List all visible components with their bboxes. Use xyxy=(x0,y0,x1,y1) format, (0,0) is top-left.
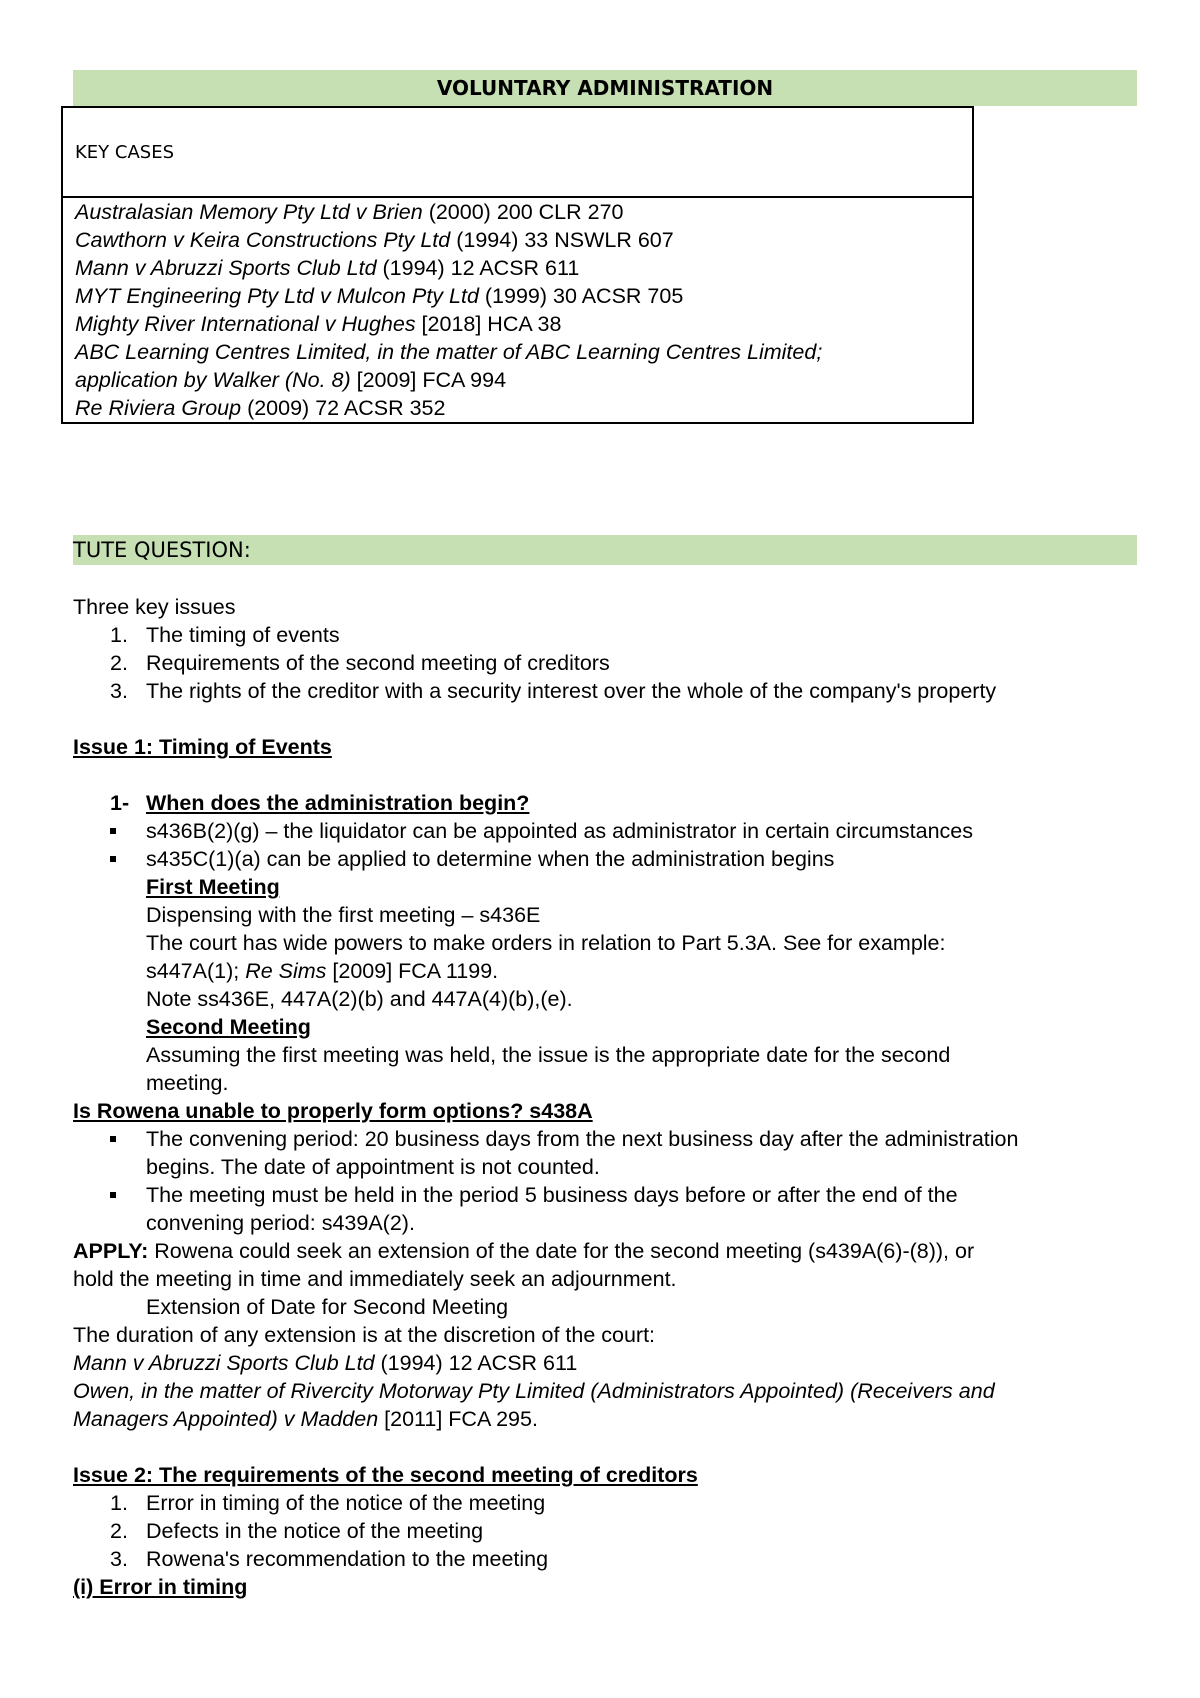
second-meeting-heading: Second Meeting xyxy=(146,1015,311,1039)
error-in-timing-heading: (i) Error in timing xyxy=(73,1575,248,1599)
list-item: 3. Rowena's recommendation to the meeting xyxy=(110,1547,549,1571)
issue1-question xyxy=(73,789,1137,817)
paragraph-line: Dispensing with the first meeting – s436E xyxy=(146,903,541,927)
first-meeting-heading: First Meeting xyxy=(146,875,280,899)
page-title: VOLUNTARY ADMINISTRATION xyxy=(73,70,1137,106)
paragraph-line: The court has wide powers to make orders in relation to Part 5.3A. See for example: xyxy=(146,931,946,955)
extension-heading: Extension of Date for Second Meeting xyxy=(146,1295,509,1319)
tute-question-heading: TUTE QUESTION: xyxy=(73,535,1137,565)
paragraph-line: The duration of any extension is at the discretion of the court: xyxy=(73,1323,656,1347)
issue2-heading: Issue 2: The requirements of the second meeting of creditors xyxy=(73,1463,698,1487)
issue1-bullets xyxy=(73,817,1137,873)
list-item: 2. Defects in the notice of the meeting xyxy=(110,1519,484,1543)
issue2-list xyxy=(73,1489,1137,1573)
paragraph-line: Assuming the first meeting was held, the issue is the appropriate date for the second xyxy=(146,1043,951,1067)
case-item: Mighty River International v Hughes [2018] HCA 38 xyxy=(75,312,562,336)
case-item: Mann v Abruzzi Sports Club Ltd (1994) 12 ACSR 611 xyxy=(75,256,580,280)
key-cases-heading: KEY CASES xyxy=(63,108,972,198)
paragraph-line: Note ss436E, 447A(2)(b) and 447A(4)(b),(e). xyxy=(146,987,573,1011)
rowena-question-heading: Is Rowena unable to properly form options? s438A xyxy=(73,1099,593,1123)
list-item: 1- When does the administration begin? xyxy=(110,791,530,815)
document-page xyxy=(73,70,1137,1601)
issue1-heading: Issue 1: Timing of Events xyxy=(73,735,332,759)
list-item: 1. Error in timing of the notice of the meeting xyxy=(110,1491,546,1515)
paragraph-line: hold the meeting in time and immediately seek an adjournment. xyxy=(73,1267,677,1291)
key-cases-list xyxy=(63,198,972,422)
list-item: 2. Requirements of the second meeting of creditors xyxy=(110,651,610,675)
case-citation: Mann v Abruzzi Sports Club Ltd (1994) 12 ACSR 611 xyxy=(73,1351,578,1375)
case-item: Cawthorn v Keira Constructions Pty Ltd (1994) 33 NSWLR 607 xyxy=(75,228,674,252)
tute-intro: Three key issues xyxy=(73,595,236,619)
paragraph-line: meeting. xyxy=(146,1071,229,1095)
list-item: 3. The rights of the creditor with a security interest over the whole of the company's property xyxy=(110,679,997,703)
apply-paragraph: APPLY: Rowena could seek an extension of the date for the second meeting (s439A(6)-(8)), or xyxy=(73,1239,975,1263)
list-item: The convening period: 20 business days from the next business day after the administration begins. The date of appointment is not counted. xyxy=(73,1125,1137,1181)
tute-issues-list xyxy=(73,621,1137,705)
case-citation: Managers Appointed) v Madden [2011] FCA 295. xyxy=(73,1407,538,1431)
list-item: s435C(1)(a) can be applied to determine when the administration begins xyxy=(73,845,1137,873)
case-item: ABC Learning Centres Limited, in the matter of ABC Learning Centres Limited; xyxy=(75,340,823,364)
case-item: Australasian Memory Pty Ltd v Brien (2000) 200 CLR 270 xyxy=(75,200,624,224)
list-item: 1. The timing of events xyxy=(110,623,340,647)
key-cases-table xyxy=(61,106,974,424)
case-item: Re Riviera Group (2009) 72 ACSR 352 xyxy=(75,396,446,420)
case-item: application by Walker (No. 8) [2009] FCA 994 xyxy=(75,368,507,392)
paragraph-line: s447A(1); Re Sims [2009] FCA 1199. xyxy=(146,959,499,983)
convening-bullets xyxy=(73,1125,1137,1237)
list-item: s436B(2)(g) – the liquidator can be appointed as administrator in certain circumstances xyxy=(73,817,1137,845)
case-citation: Owen, in the matter of Rivercity Motorway Pty Limited (Administrators Appointed) (Receivers and xyxy=(73,1379,995,1403)
list-item: The meeting must be held in the period 5 business days before or after the end of the convening period: s439A(2). xyxy=(73,1181,1137,1237)
case-item: MYT Engineering Pty Ltd v Mulcon Pty Ltd (1999) 30 ACSR 705 xyxy=(75,284,684,308)
